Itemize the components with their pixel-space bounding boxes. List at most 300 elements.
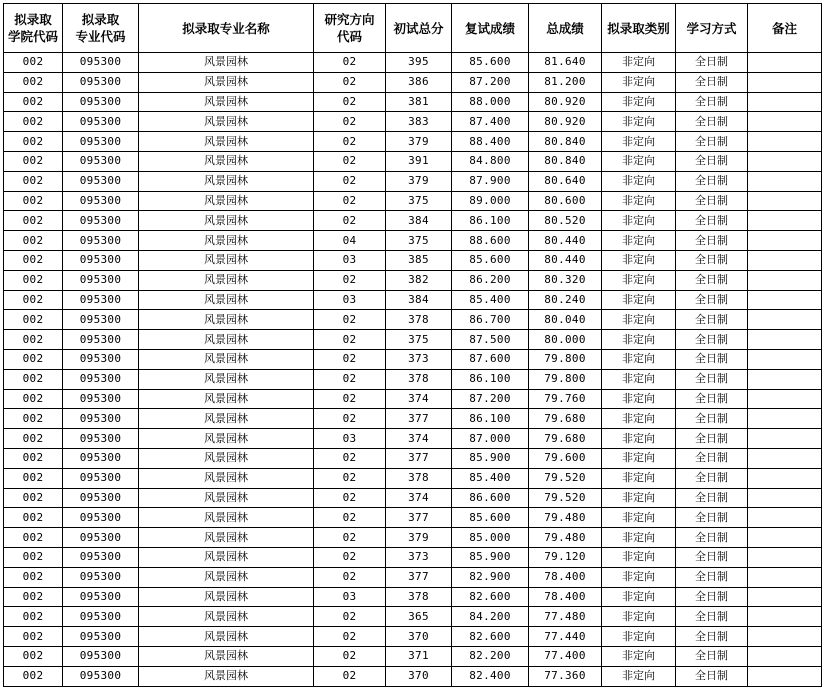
table-row — [4, 53, 822, 73]
remarks-cell — [748, 112, 822, 132]
major-name-cell: 风景园林 — [139, 250, 314, 270]
remarks-cell — [748, 547, 822, 567]
retest-score-cell: 82.600 — [452, 627, 529, 647]
retest-score-cell: 88.400 — [452, 132, 529, 152]
major-name-cell: 风景园林 — [139, 646, 314, 666]
total-score-cell: 80.000 — [529, 330, 602, 350]
major-name-cell: 风景园林 — [139, 112, 314, 132]
study-mode-cell: 全日制 — [676, 231, 748, 251]
major-code-cell: 095300 — [63, 53, 139, 73]
college-code-cell: 002 — [4, 448, 63, 468]
total-score-cell: 79.680 — [529, 429, 602, 449]
major-name-cell: 风景园林 — [139, 409, 314, 429]
total-score-cell: 80.920 — [529, 92, 602, 112]
major-code-cell: 095300 — [63, 567, 139, 587]
total-score-cell: 79.520 — [529, 488, 602, 508]
college-code-cell: 002 — [4, 112, 63, 132]
remarks-cell — [748, 369, 822, 389]
major-code-cell: 095300 — [63, 409, 139, 429]
direction-code-cell: 02 — [314, 547, 386, 567]
prelim-score-cell: 381 — [386, 92, 452, 112]
college-code-cell: 002 — [4, 349, 63, 369]
major-code-cell: 095300 — [63, 132, 139, 152]
prelim-score-cell: 365 — [386, 607, 452, 627]
prelim-score-cell: 379 — [386, 528, 452, 548]
college-code-cell: 002 — [4, 488, 63, 508]
study-mode-cell: 全日制 — [676, 547, 748, 567]
direction-code-cell: 02 — [314, 270, 386, 290]
major-code-cell: 095300 — [63, 468, 139, 488]
remarks-cell — [748, 389, 822, 409]
prelim-score-cell: 371 — [386, 646, 452, 666]
major-code-cell: 095300 — [63, 92, 139, 112]
study-mode-cell: 全日制 — [676, 488, 748, 508]
major-code-cell: 095300 — [63, 231, 139, 251]
table-row — [4, 587, 822, 607]
header-major-code: 拟录取 专业代码 — [63, 4, 139, 53]
admission-category-cell: 非定向 — [602, 349, 676, 369]
study-mode-cell: 全日制 — [676, 607, 748, 627]
total-score-cell: 80.040 — [529, 310, 602, 330]
remarks-cell — [748, 72, 822, 92]
college-code-cell: 002 — [4, 389, 63, 409]
major-name-cell: 风景园林 — [139, 151, 314, 171]
prelim-score-cell: 377 — [386, 508, 452, 528]
prelim-score-cell: 375 — [386, 231, 452, 251]
major-code-cell: 095300 — [63, 112, 139, 132]
total-score-cell: 79.480 — [529, 528, 602, 548]
total-score-cell: 80.520 — [529, 211, 602, 231]
study-mode-cell: 全日制 — [676, 429, 748, 449]
college-code-cell: 002 — [4, 528, 63, 548]
college-code-cell: 002 — [4, 171, 63, 191]
prelim-score-cell: 377 — [386, 567, 452, 587]
major-code-cell: 095300 — [63, 448, 139, 468]
admission-category-cell: 非定向 — [602, 191, 676, 211]
table-row — [4, 429, 822, 449]
table-row — [4, 567, 822, 587]
table-row — [4, 72, 822, 92]
admission-category-cell: 非定向 — [602, 92, 676, 112]
major-code-cell: 095300 — [63, 646, 139, 666]
direction-code-cell: 02 — [314, 369, 386, 389]
table-row — [4, 231, 822, 251]
admission-category-cell: 非定向 — [602, 587, 676, 607]
major-code-cell: 095300 — [63, 547, 139, 567]
major-name-cell: 风景园林 — [139, 567, 314, 587]
direction-code-cell: 02 — [314, 666, 386, 686]
table-row — [4, 191, 822, 211]
admission-category-cell: 非定向 — [602, 270, 676, 290]
major-name-cell: 风景园林 — [139, 389, 314, 409]
admission-category-cell: 非定向 — [602, 290, 676, 310]
study-mode-cell: 全日制 — [676, 646, 748, 666]
college-code-cell: 002 — [4, 567, 63, 587]
college-code-cell: 002 — [4, 587, 63, 607]
major-code-cell: 095300 — [63, 171, 139, 191]
remarks-cell — [748, 508, 822, 528]
admission-category-cell: 非定向 — [602, 151, 676, 171]
retest-score-cell: 85.600 — [452, 250, 529, 270]
study-mode-cell: 全日制 — [676, 270, 748, 290]
admission-category-cell: 非定向 — [602, 53, 676, 73]
header-study-mode: 学习方式 — [676, 4, 748, 53]
study-mode-cell: 全日制 — [676, 72, 748, 92]
study-mode-cell: 全日制 — [676, 310, 748, 330]
remarks-cell — [748, 92, 822, 112]
retest-score-cell: 86.200 — [452, 270, 529, 290]
remarks-cell — [748, 587, 822, 607]
remarks-cell — [748, 270, 822, 290]
college-code-cell: 002 — [4, 250, 63, 270]
prelim-score-cell: 379 — [386, 132, 452, 152]
admission-table — [3, 3, 822, 687]
prelim-score-cell: 378 — [386, 369, 452, 389]
retest-score-cell: 86.100 — [452, 369, 529, 389]
major-name-cell: 风景园林 — [139, 508, 314, 528]
header-total-score: 总成绩 — [529, 4, 602, 53]
table-row — [4, 349, 822, 369]
college-code-cell: 002 — [4, 191, 63, 211]
total-score-cell: 80.840 — [529, 132, 602, 152]
study-mode-cell: 全日制 — [676, 528, 748, 548]
study-mode-cell: 全日制 — [676, 369, 748, 389]
table-row — [4, 389, 822, 409]
admission-category-cell: 非定向 — [602, 132, 676, 152]
remarks-cell — [748, 132, 822, 152]
retest-score-cell: 85.600 — [452, 508, 529, 528]
header-retest-score: 复试成绩 — [452, 4, 529, 53]
direction-code-cell: 02 — [314, 528, 386, 548]
total-score-cell: 79.600 — [529, 448, 602, 468]
header-admission-category: 拟录取类别 — [602, 4, 676, 53]
total-score-cell: 81.640 — [529, 53, 602, 73]
college-code-cell: 002 — [4, 151, 63, 171]
study-mode-cell: 全日制 — [676, 448, 748, 468]
remarks-cell — [748, 171, 822, 191]
admission-category-cell: 非定向 — [602, 666, 676, 686]
remarks-cell — [748, 53, 822, 73]
direction-code-cell: 03 — [314, 587, 386, 607]
table-row — [4, 330, 822, 350]
retest-score-cell: 82.900 — [452, 567, 529, 587]
direction-code-cell: 02 — [314, 488, 386, 508]
major-code-cell: 095300 — [63, 270, 139, 290]
major-code-cell: 095300 — [63, 72, 139, 92]
major-code-cell: 095300 — [63, 369, 139, 389]
major-name-cell: 风景园林 — [139, 92, 314, 112]
retest-score-cell: 87.000 — [452, 429, 529, 449]
prelim-score-cell: 378 — [386, 587, 452, 607]
college-code-cell: 002 — [4, 627, 63, 647]
remarks-cell — [748, 627, 822, 647]
college-code-cell: 002 — [4, 53, 63, 73]
retest-score-cell: 87.200 — [452, 72, 529, 92]
direction-code-cell: 02 — [314, 112, 386, 132]
major-name-cell: 风景园林 — [139, 429, 314, 449]
major-code-cell: 095300 — [63, 508, 139, 528]
remarks-cell — [748, 290, 822, 310]
college-code-cell: 002 — [4, 92, 63, 112]
table-row — [4, 132, 822, 152]
admission-category-cell: 非定向 — [602, 488, 676, 508]
retest-score-cell: 85.900 — [452, 448, 529, 468]
college-code-cell: 002 — [4, 270, 63, 290]
total-score-cell: 79.760 — [529, 389, 602, 409]
study-mode-cell: 全日制 — [676, 151, 748, 171]
study-mode-cell: 全日制 — [676, 389, 748, 409]
table-row — [4, 627, 822, 647]
study-mode-cell: 全日制 — [676, 92, 748, 112]
major-name-cell: 风景园林 — [139, 528, 314, 548]
direction-code-cell: 02 — [314, 508, 386, 528]
total-score-cell: 80.840 — [529, 151, 602, 171]
major-code-cell: 095300 — [63, 429, 139, 449]
major-name-cell: 风景园林 — [139, 53, 314, 73]
major-code-cell: 095300 — [63, 330, 139, 350]
admission-category-cell: 非定向 — [602, 389, 676, 409]
table-row — [4, 171, 822, 191]
direction-code-cell: 02 — [314, 627, 386, 647]
total-score-cell: 81.200 — [529, 72, 602, 92]
admission-category-cell: 非定向 — [602, 211, 676, 231]
retest-score-cell: 85.600 — [452, 53, 529, 73]
direction-code-cell: 02 — [314, 646, 386, 666]
major-code-cell: 095300 — [63, 607, 139, 627]
study-mode-cell: 全日制 — [676, 349, 748, 369]
table-row — [4, 151, 822, 171]
table-body — [4, 53, 822, 687]
total-score-cell: 77.440 — [529, 627, 602, 647]
major-code-cell: 095300 — [63, 389, 139, 409]
major-name-cell: 风景园林 — [139, 448, 314, 468]
total-score-cell: 80.320 — [529, 270, 602, 290]
major-name-cell: 风景园林 — [139, 666, 314, 686]
college-code-cell: 002 — [4, 547, 63, 567]
major-name-cell: 风景园林 — [139, 290, 314, 310]
prelim-score-cell: 373 — [386, 349, 452, 369]
direction-code-cell: 02 — [314, 349, 386, 369]
remarks-cell — [748, 191, 822, 211]
study-mode-cell: 全日制 — [676, 508, 748, 528]
prelim-score-cell: 377 — [386, 409, 452, 429]
college-code-cell: 002 — [4, 290, 63, 310]
study-mode-cell: 全日制 — [676, 112, 748, 132]
direction-code-cell: 02 — [314, 389, 386, 409]
table-row — [4, 508, 822, 528]
admission-category-cell: 非定向 — [602, 171, 676, 191]
major-name-cell: 风景园林 — [139, 627, 314, 647]
retest-score-cell: 87.600 — [452, 349, 529, 369]
prelim-score-cell: 386 — [386, 72, 452, 92]
major-name-cell: 风景园林 — [139, 231, 314, 251]
prelim-score-cell: 378 — [386, 468, 452, 488]
direction-code-cell: 02 — [314, 330, 386, 350]
retest-score-cell: 86.700 — [452, 310, 529, 330]
admission-category-cell: 非定向 — [602, 468, 676, 488]
remarks-cell — [748, 231, 822, 251]
admission-category-cell: 非定向 — [602, 567, 676, 587]
prelim-score-cell: 384 — [386, 211, 452, 231]
prelim-score-cell: 377 — [386, 448, 452, 468]
remarks-cell — [748, 607, 822, 627]
retest-score-cell: 87.900 — [452, 171, 529, 191]
major-name-cell: 风景园林 — [139, 310, 314, 330]
total-score-cell: 80.440 — [529, 231, 602, 251]
header-direction-code: 研究方向 代码 — [314, 4, 386, 53]
direction-code-cell: 02 — [314, 92, 386, 112]
direction-code-cell: 02 — [314, 607, 386, 627]
prelim-score-cell: 374 — [386, 389, 452, 409]
college-code-cell: 002 — [4, 132, 63, 152]
major-code-cell: 095300 — [63, 488, 139, 508]
college-code-cell: 002 — [4, 607, 63, 627]
retest-score-cell: 86.100 — [452, 211, 529, 231]
admission-category-cell: 非定向 — [602, 448, 676, 468]
college-code-cell: 002 — [4, 666, 63, 686]
study-mode-cell: 全日制 — [676, 250, 748, 270]
remarks-cell — [748, 488, 822, 508]
retest-score-cell: 85.900 — [452, 547, 529, 567]
total-score-cell: 78.400 — [529, 567, 602, 587]
prelim-score-cell: 375 — [386, 330, 452, 350]
direction-code-cell: 03 — [314, 250, 386, 270]
direction-code-cell: 02 — [314, 53, 386, 73]
total-score-cell: 79.480 — [529, 508, 602, 528]
major-name-cell: 风景园林 — [139, 171, 314, 191]
table-header — [4, 4, 822, 53]
table-row — [4, 646, 822, 666]
major-name-cell: 风景园林 — [139, 270, 314, 290]
total-score-cell: 77.400 — [529, 646, 602, 666]
admission-category-cell: 非定向 — [602, 250, 676, 270]
table-row — [4, 409, 822, 429]
header-row — [4, 4, 822, 53]
admission-category-cell: 非定向 — [602, 627, 676, 647]
remarks-cell — [748, 330, 822, 350]
remarks-cell — [748, 448, 822, 468]
prelim-score-cell: 375 — [386, 191, 452, 211]
major-name-cell: 风景园林 — [139, 547, 314, 567]
prelim-score-cell: 374 — [386, 429, 452, 449]
total-score-cell: 79.520 — [529, 468, 602, 488]
admission-category-cell: 非定向 — [602, 528, 676, 548]
remarks-cell — [748, 567, 822, 587]
remarks-cell — [748, 310, 822, 330]
major-code-cell: 095300 — [63, 587, 139, 607]
prelim-score-cell: 370 — [386, 666, 452, 686]
college-code-cell: 002 — [4, 330, 63, 350]
admission-category-cell: 非定向 — [602, 231, 676, 251]
retest-score-cell: 85.400 — [452, 290, 529, 310]
retest-score-cell: 82.400 — [452, 666, 529, 686]
college-code-cell: 002 — [4, 646, 63, 666]
table-row — [4, 92, 822, 112]
direction-code-cell: 03 — [314, 290, 386, 310]
total-score-cell: 77.360 — [529, 666, 602, 686]
retest-score-cell: 87.400 — [452, 112, 529, 132]
major-name-cell: 风景园林 — [139, 211, 314, 231]
table-row — [4, 270, 822, 290]
remarks-cell — [748, 646, 822, 666]
direction-code-cell: 04 — [314, 231, 386, 251]
retest-score-cell: 84.200 — [452, 607, 529, 627]
college-code-cell: 002 — [4, 310, 63, 330]
admission-category-cell: 非定向 — [602, 646, 676, 666]
major-name-cell: 风景园林 — [139, 369, 314, 389]
major-name-cell: 风景园林 — [139, 587, 314, 607]
remarks-cell — [748, 151, 822, 171]
remarks-cell — [748, 349, 822, 369]
major-code-cell: 095300 — [63, 250, 139, 270]
remarks-cell — [748, 409, 822, 429]
direction-code-cell: 02 — [314, 211, 386, 231]
study-mode-cell: 全日制 — [676, 132, 748, 152]
prelim-score-cell: 378 — [386, 310, 452, 330]
total-score-cell: 80.600 — [529, 191, 602, 211]
retest-score-cell: 88.000 — [452, 92, 529, 112]
study-mode-cell: 全日制 — [676, 468, 748, 488]
admission-category-cell: 非定向 — [602, 369, 676, 389]
college-code-cell: 002 — [4, 429, 63, 449]
major-name-cell: 风景园林 — [139, 488, 314, 508]
total-score-cell: 77.480 — [529, 607, 602, 627]
table-row — [4, 666, 822, 686]
admission-category-cell: 非定向 — [602, 409, 676, 429]
total-score-cell: 80.240 — [529, 290, 602, 310]
remarks-cell — [748, 211, 822, 231]
header-prelim-score: 初试总分 — [386, 4, 452, 53]
prelim-score-cell: 370 — [386, 627, 452, 647]
table-row — [4, 112, 822, 132]
header-remarks: 备注 — [748, 4, 822, 53]
retest-score-cell: 82.600 — [452, 587, 529, 607]
total-score-cell: 79.800 — [529, 369, 602, 389]
prelim-score-cell: 385 — [386, 250, 452, 270]
study-mode-cell: 全日制 — [676, 567, 748, 587]
table-row — [4, 290, 822, 310]
admission-category-cell: 非定向 — [602, 112, 676, 132]
table-row — [4, 528, 822, 548]
college-code-cell: 002 — [4, 72, 63, 92]
total-score-cell: 80.640 — [529, 171, 602, 191]
prelim-score-cell: 379 — [386, 171, 452, 191]
major-name-cell: 风景园林 — [139, 191, 314, 211]
table-row — [4, 310, 822, 330]
college-code-cell: 002 — [4, 468, 63, 488]
study-mode-cell: 全日制 — [676, 587, 748, 607]
direction-code-cell: 02 — [314, 409, 386, 429]
total-score-cell: 80.920 — [529, 112, 602, 132]
college-code-cell: 002 — [4, 508, 63, 528]
retest-score-cell: 88.600 — [452, 231, 529, 251]
retest-score-cell: 86.100 — [452, 409, 529, 429]
study-mode-cell: 全日制 — [676, 171, 748, 191]
admission-category-cell: 非定向 — [602, 508, 676, 528]
table-row — [4, 369, 822, 389]
study-mode-cell: 全日制 — [676, 409, 748, 429]
major-code-cell: 095300 — [63, 627, 139, 647]
college-code-cell: 002 — [4, 211, 63, 231]
direction-code-cell: 02 — [314, 171, 386, 191]
retest-score-cell: 85.000 — [452, 528, 529, 548]
major-code-cell: 095300 — [63, 666, 139, 686]
college-code-cell: 002 — [4, 231, 63, 251]
major-name-cell: 风景园林 — [139, 607, 314, 627]
direction-code-cell: 02 — [314, 151, 386, 171]
admission-category-cell: 非定向 — [602, 72, 676, 92]
major-code-cell: 095300 — [63, 290, 139, 310]
